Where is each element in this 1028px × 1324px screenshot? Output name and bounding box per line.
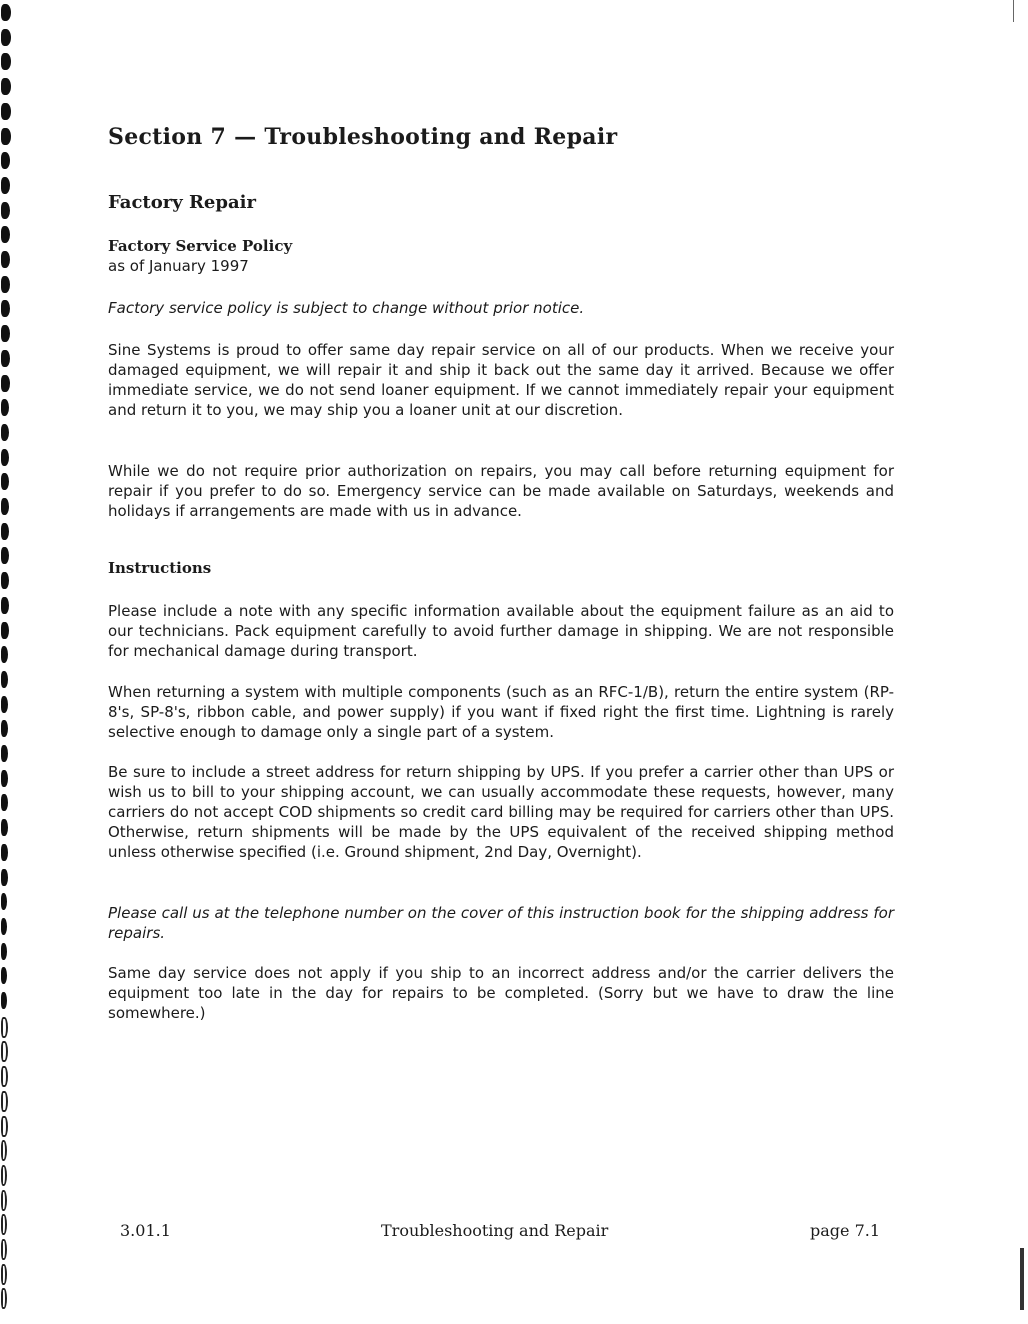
- policy-paragraph-1: Sine Systems is proud to offer same day repair service on all of our products. When we receive your damaged equipment, we will repair it and ship it back out the same day it arrived. Because we offer immediate service, we do not send loaner equipment. If we cannot immediately repair your equipment and return it to you, we may ship you a loaner unit at our discretion.: [108, 341, 894, 419]
- instructions-paragraph-2: When returning a system with multiple components (such as an RFC-1/B), return the entire system (RP-8's, SP-8's, ribbon cable, and power supply) if you want if fixed right the first time. Lightning is rarely selective enough to damage only a single part of a system.: [108, 683, 894, 741]
- binding-hole: [1, 29, 11, 46]
- binding-hole: [1, 375, 10, 392]
- instructions-paragraph-3: Be sure to include a street address for return shipping by UPS. If you prefer a carrier other than UPS or wish us to bill to your shipping account, we can usually accommodate these requests, however, many carriers do not accept COD shipments so credit card billing may be required for carriers other than UPS. Otherwise, return shipments will be made by the UPS equivalent of the received shipping method unless otherwise specified (i.e. Ground shipment, 2nd Day, Overnight).: [108, 763, 894, 861]
- policy-date: as of January 1997: [108, 257, 249, 275]
- binding-hole: [1, 572, 9, 589]
- binding-hole: [1, 399, 9, 416]
- section-title: Section 7 — Troubleshooting and Repair: [108, 124, 618, 150]
- binding-hole: [1, 844, 8, 861]
- footer-page-number: page 7.1: [810, 1221, 881, 1240]
- binding-hole: [1, 1017, 8, 1038]
- instructions-paragraph-4: Please call us at the telephone number on the cover of this instruction book for the shipping address for repairs.: [108, 904, 894, 942]
- binding-hole: [1, 1116, 8, 1137]
- instructions-paragraph-1: Please include a note with any specific information available about the equipment failure as an aid to our technicians. Pack equipment carefully to avoid further damage in shipping. We are not responsible for mechanical damage during transport.: [108, 602, 894, 660]
- policy-paragraph-2: While we do not require prior authorization on repairs, you may call before returning equipment for repair if you prefer to do so. Emergency service can be made available on Saturdays, weekends and holidays if arrangements are made with us in advance.: [108, 462, 894, 520]
- binding-hole: [1, 745, 8, 762]
- binding-hole: [1, 770, 8, 787]
- instructions-paragraph-5: Same day service does not apply if you ship to an incorrect address and/or the carrier delivers the equipment too late in the day for repairs to be completed. (Sorry but we have to draw the line somewhere.): [108, 964, 894, 1022]
- binding-hole: [1, 251, 10, 268]
- binding-hole: [1, 1091, 8, 1112]
- binding-hole: [1, 53, 11, 70]
- binding-hole: [1, 1140, 7, 1161]
- binding-hole: [1, 869, 8, 886]
- binding-hole: [1, 646, 8, 663]
- binding-hole: [1, 1264, 7, 1285]
- binding-hole: [1, 918, 7, 935]
- binding-hole: [1, 177, 10, 194]
- scan-edge-mark-top: [1013, 0, 1014, 22]
- footer-version: 3.01.1: [120, 1221, 171, 1240]
- binding-hole: [1, 992, 7, 1009]
- binding-hole: [1, 1190, 7, 1211]
- binding-hole: [1, 202, 10, 219]
- binding-hole: [1, 276, 10, 293]
- binding-hole: [1, 128, 11, 145]
- binding-hole: [1, 1214, 7, 1235]
- binding-hole: [1, 547, 9, 564]
- binding-hole: [1, 597, 9, 614]
- binding-hole: [1, 300, 10, 317]
- binding-hole: [1, 720, 8, 737]
- binding-hole: [1, 1066, 8, 1087]
- binding-hole: [1, 4, 11, 21]
- binding-hole: [1, 1041, 8, 1062]
- binding-hole: [1, 1288, 7, 1309]
- binding-hole: [1, 819, 8, 836]
- binding-hole: [1, 794, 8, 811]
- binding-hole: [1, 622, 9, 639]
- instructions-heading: Instructions: [108, 559, 212, 577]
- factory-repair-heading: Factory Repair: [108, 192, 256, 213]
- binding-hole: [1, 967, 7, 984]
- binding-hole: [1, 449, 9, 466]
- binding-hole: [1, 226, 10, 243]
- policy-title: Factory Service Policy: [108, 237, 293, 255]
- binding-hole: [1, 325, 10, 342]
- binding-hole: [1, 943, 7, 960]
- binding-hole: [1, 893, 7, 910]
- binding-hole: [1, 152, 10, 169]
- binding-hole: [1, 350, 10, 367]
- binding-hole: [1, 523, 9, 540]
- binding-hole: [1, 1165, 7, 1186]
- binding-hole: [1, 1239, 7, 1260]
- spiral-binding-holes: [0, 0, 20, 1324]
- binding-hole: [1, 78, 11, 95]
- binding-hole: [1, 671, 8, 688]
- binding-hole: [1, 696, 8, 713]
- scan-edge-mark-bottom: [1020, 1248, 1024, 1310]
- footer-title: Troubleshooting and Repair: [381, 1221, 609, 1240]
- binding-hole: [1, 424, 9, 441]
- policy-notice: Factory service policy is subject to change without prior notice.: [108, 299, 585, 317]
- binding-hole: [1, 473, 9, 490]
- binding-hole: [1, 498, 9, 515]
- binding-hole: [1, 103, 11, 120]
